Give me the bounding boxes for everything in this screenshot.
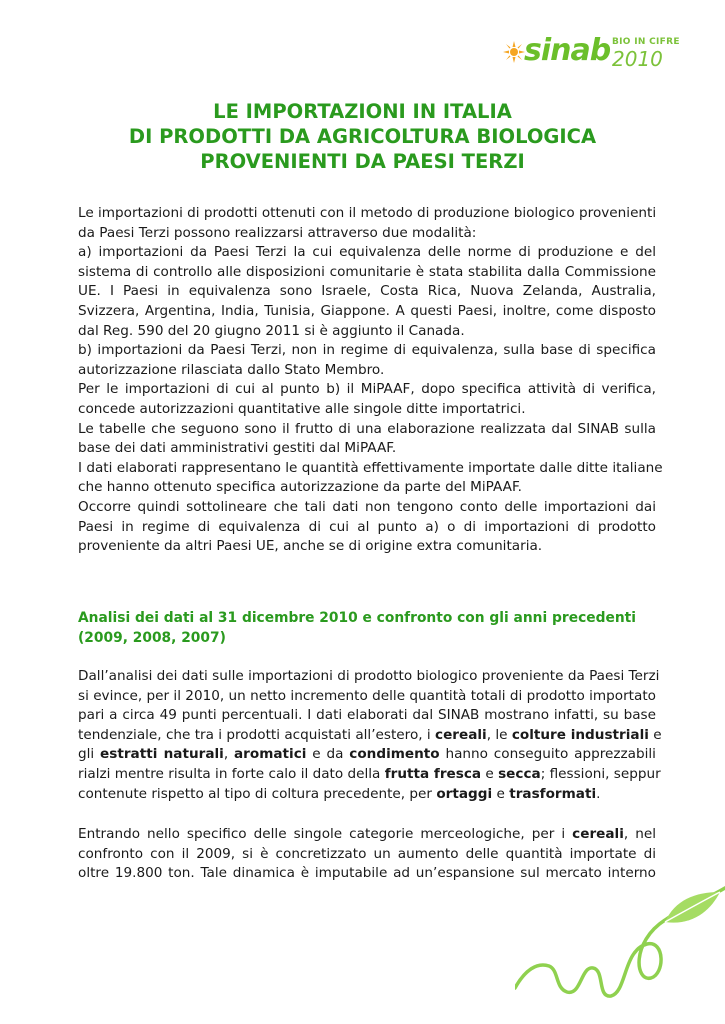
text-run: , le xyxy=(486,726,512,743)
text-run: rialzi mentre risulta in forte calo il dato della xyxy=(78,765,385,782)
keyword-ortaggi: ortaggi xyxy=(436,785,493,802)
sun-icon xyxy=(502,40,526,64)
keyword-estratti-naturali: estratti naturali xyxy=(100,746,224,763)
text-line: da Paesi Terzi possono realizzarsi attraverso due modalità: xyxy=(78,224,477,241)
text-run: , xyxy=(223,746,234,763)
text-run: e da xyxy=(306,746,350,763)
text-line: Dall’analisi dei dati sulle importazioni di prodotto biologico proveniente da Paesi Terzi xyxy=(78,668,660,684)
text-line: concede autorizzazioni quantitative alle singole ditte importatrici. xyxy=(78,400,526,417)
text-line xyxy=(78,745,656,765)
text-run: e xyxy=(648,726,662,743)
logo-subtitle: BIO IN CIFRE xyxy=(612,37,680,47)
text-run: e xyxy=(492,785,510,802)
title-line: PROVENIENTI DA PAESI TERZI xyxy=(200,150,525,173)
keyword-secca: secca xyxy=(498,765,541,782)
text-line: pari a circa 49 punti percentuali. I dati elaborati dal SINAB mostrano infatti, su base xyxy=(78,707,656,724)
section-heading-line: (2009, 2008, 2007) xyxy=(78,630,226,646)
text-run: contenute rispetto al tipo di coltura precedente, per xyxy=(78,785,437,802)
text-line: sistema di controllo alle disposizioni comunitarie è stata stabilita dalla Commissione xyxy=(78,263,656,280)
text-line xyxy=(78,726,662,746)
text-line: a) importazioni da Paesi Terzi la cui equivalenza delle norme di produzione e del xyxy=(78,244,656,261)
text-line xyxy=(78,825,656,845)
keyword-cereali: cereali xyxy=(435,726,487,743)
page-title xyxy=(60,99,665,174)
section-heading-line: Analisi dei dati al 31 dicembre 2010 e confronto con gli anni precedenti xyxy=(78,610,636,626)
text-line: b) importazioni da Paesi Terzi, non in regime di equivalenza, sulla base di specifica xyxy=(78,342,656,359)
keyword-aromatici: aromatici xyxy=(234,746,307,763)
keyword-trasformati: trasformati xyxy=(509,785,597,802)
text-line: Svizzera, Argentina, India, Tunisia, Giappone. A questi Paesi, inoltre, come disposto xyxy=(78,302,656,319)
intro-paragraph xyxy=(78,204,663,557)
text-line: si evince, per il 2010, un netto incremento delle quantità totali di prodotto importato xyxy=(78,687,656,704)
sinab-logo xyxy=(502,28,702,78)
text-run: tendenziale, che tra i prodotti acquistati all’estero, i xyxy=(78,726,436,743)
text-line xyxy=(78,785,656,805)
keyword-colture-industriali: colture industriali xyxy=(511,726,649,743)
text-line: dal Reg. 590 del 20 giugno 2011 si è aggiunto il Canada. xyxy=(78,322,465,339)
text-line: autorizzazione rilasciata dallo Stato Membro. xyxy=(78,361,385,378)
section-heading xyxy=(78,608,668,648)
text-line: Le importazioni di prodotti ottenuti con il metodo di produzione biologico provenienti xyxy=(78,205,657,221)
text-line: I dati elaborati rappresentano le quantità effettivamente importate dalle ditte italiane xyxy=(78,459,663,476)
text-run: e xyxy=(481,765,499,782)
sprout-decoration xyxy=(515,870,725,1024)
text-line xyxy=(78,765,661,785)
text-run: . xyxy=(596,785,601,802)
text-line: Le tabelle che seguono sono il frutto di una elaborazione realizzata dal SINAB sulla xyxy=(78,420,656,437)
text-line: base dei dati amministrativi gestiti dal MiPAAF. xyxy=(78,440,397,457)
logo-wordmark: sinab xyxy=(524,33,611,68)
title-line: LE IMPORTAZIONI IN ITALIA xyxy=(213,100,512,123)
text-line: UE. I Paesi in equivalenza sono Israele, Costa Rica, Nuova Zelanda, Australia, xyxy=(78,283,656,300)
text-run: gli xyxy=(78,746,101,763)
keyword-condimento: condimento xyxy=(349,746,440,763)
text-line: Paesi in regime di equivalenza di cui al punto a) o di importazioni di prodotto xyxy=(78,518,656,535)
text-line: che hanno ottenuto specifica autorizzazione da parte del MiPAAF. xyxy=(78,479,522,496)
keyword-frutta-fresca: frutta fresca xyxy=(384,765,482,782)
text-run: hanno conseguito apprezzabili xyxy=(439,746,656,763)
text-line: proveniente da altri Paesi UE, anche se di origine extra comunitaria. xyxy=(78,538,543,555)
text-run: , nel xyxy=(623,826,656,842)
text-line: Occorre quindi sottolineare che tali dati non tengono conto delle importazioni dai xyxy=(78,498,656,515)
title-line: DI PRODOTTI DA AGRICOLTURA BIOLOGICA xyxy=(128,125,597,148)
keyword-cereali: cereali xyxy=(572,826,624,842)
analysis-paragraph xyxy=(78,667,662,804)
text-line: oltre 19.800 ton. Tale dinamica è imputabile ad un’espansione sul mercato interno xyxy=(78,865,656,882)
text-run: ; flessioni, seppur xyxy=(540,765,661,782)
logo-year: 2010 xyxy=(612,47,663,71)
text-line: Per le importazioni di cui al punto b) il MiPAAF, dopo specifica attività di verifica, xyxy=(78,381,656,398)
text-line: confronto con il 2009, si è concretizzato un aumento delle quantità importate di xyxy=(78,845,656,862)
text-run: Entrando nello specifico delle singole categorie merceologiche, per i xyxy=(78,826,573,842)
